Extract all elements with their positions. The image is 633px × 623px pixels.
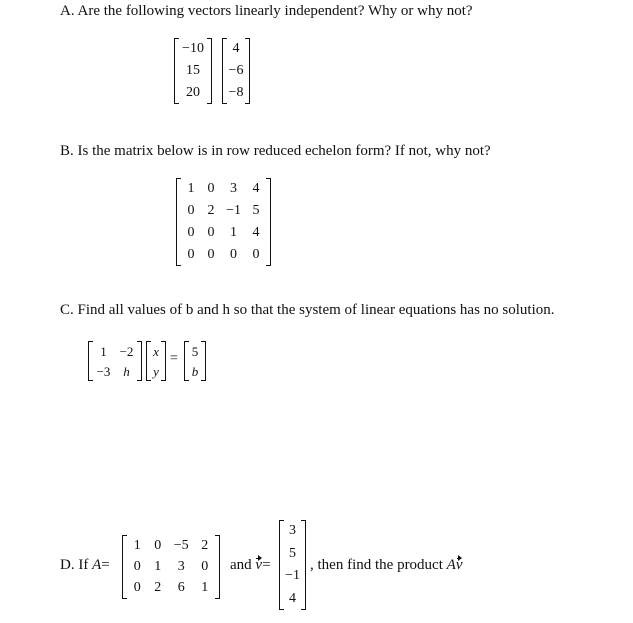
rhs-vector-c	[184, 341, 206, 381]
matrix-b-entry: 3	[230, 181, 237, 196]
and-word: and	[230, 557, 252, 573]
vector-a1	[174, 38, 212, 104]
matrix-b-entry: 0	[187, 247, 195, 262]
matrix-name: A	[92, 557, 102, 573]
matrix-b-entry: 0	[252, 247, 260, 262]
question-d-middle	[230, 557, 271, 574]
equals-sign: =	[101, 557, 110, 573]
question-a: A. Are the following vectors linearly independent? Why or why not?	[60, 3, 473, 19]
matrix-b-entry: 1	[230, 225, 237, 240]
matrix-b-entry: 0	[207, 225, 215, 240]
vector-a1-entry: 20	[186, 85, 200, 100]
coefficient-entry: h	[123, 363, 130, 379]
question-d-suffix	[310, 557, 462, 574]
matrix-b	[176, 178, 271, 266]
variable-entry: y	[153, 363, 159, 379]
matrix-d-entry: 1	[133, 537, 141, 553]
vector-d-entry: 3	[289, 523, 296, 539]
equals-sign: =	[170, 351, 178, 366]
product-v: v	[455, 557, 463, 573]
matrix-b-entry: 0	[187, 225, 195, 240]
matrix-b-entry: 0	[207, 247, 215, 262]
matrix-d-entry: 0	[201, 558, 209, 574]
vector-a1-entry: −10	[182, 41, 204, 56]
matrix-b-entry: 5	[252, 203, 260, 218]
variable-vector-c	[146, 341, 166, 381]
vector-a2-entry: 4	[232, 41, 240, 56]
matrix-b-entry: 4	[252, 225, 260, 240]
vector-d-entry: −1	[285, 568, 300, 584]
vector-a2	[222, 38, 250, 104]
vector-a2-entry: −6	[228, 63, 244, 78]
matrix-d-entry: 2	[201, 537, 209, 553]
question-d-then: , then find the product	[310, 557, 443, 573]
matrix-d-entry: 0	[133, 580, 141, 596]
vector-d-entry: 4	[289, 590, 296, 606]
matrix-d-entry: 0	[154, 537, 162, 553]
coefficient-entry: 1	[100, 343, 107, 359]
matrix-d-entry: 2	[154, 580, 162, 596]
vector-d-entry: 5	[289, 545, 296, 561]
matrix-b-entry: 2	[207, 203, 215, 218]
matrix-d-entry: −5	[173, 537, 189, 553]
equals-sign: =	[262, 557, 271, 573]
matrix-d-entry: 0	[133, 558, 141, 574]
matrix-b-entry: 0	[207, 181, 215, 196]
matrix-b-entry: −1	[226, 203, 241, 218]
vector-name-v: v	[255, 557, 263, 573]
question-d-prefix	[60, 557, 110, 574]
matrix-b-entry: 1	[187, 181, 195, 196]
vector-d	[279, 520, 306, 610]
matrix-b-entry: 4	[252, 181, 260, 196]
matrix-b-entry: 0	[230, 247, 237, 262]
matrix-d-entry: 1	[201, 580, 209, 596]
matrix-b-entry: 0	[187, 203, 195, 218]
question-c: C. Find all values of b and h so that the system of linear equations has no solution.	[60, 302, 555, 318]
rhs-entry: 5	[191, 343, 199, 359]
vector-a2-entry: −8	[228, 85, 244, 100]
coefficient-entry: −3	[96, 363, 111, 379]
coefficient-matrix-c	[88, 341, 142, 381]
variable-entry: x	[153, 343, 159, 359]
matrix-d-entry: 6	[177, 580, 185, 596]
rhs-entry: b	[191, 363, 199, 379]
matrix-d	[122, 535, 220, 599]
vector-a1-entry: 15	[186, 63, 200, 78]
matrix-d-entry: 3	[177, 558, 185, 574]
product-a: A	[446, 557, 456, 573]
matrix-d-entry: 1	[154, 558, 162, 574]
coefficient-entry: −2	[119, 343, 134, 359]
question-b: B. Is the matrix below is in row reduced echelon form? If not, why not?	[60, 143, 491, 159]
question-d-if: D. If	[60, 557, 89, 573]
